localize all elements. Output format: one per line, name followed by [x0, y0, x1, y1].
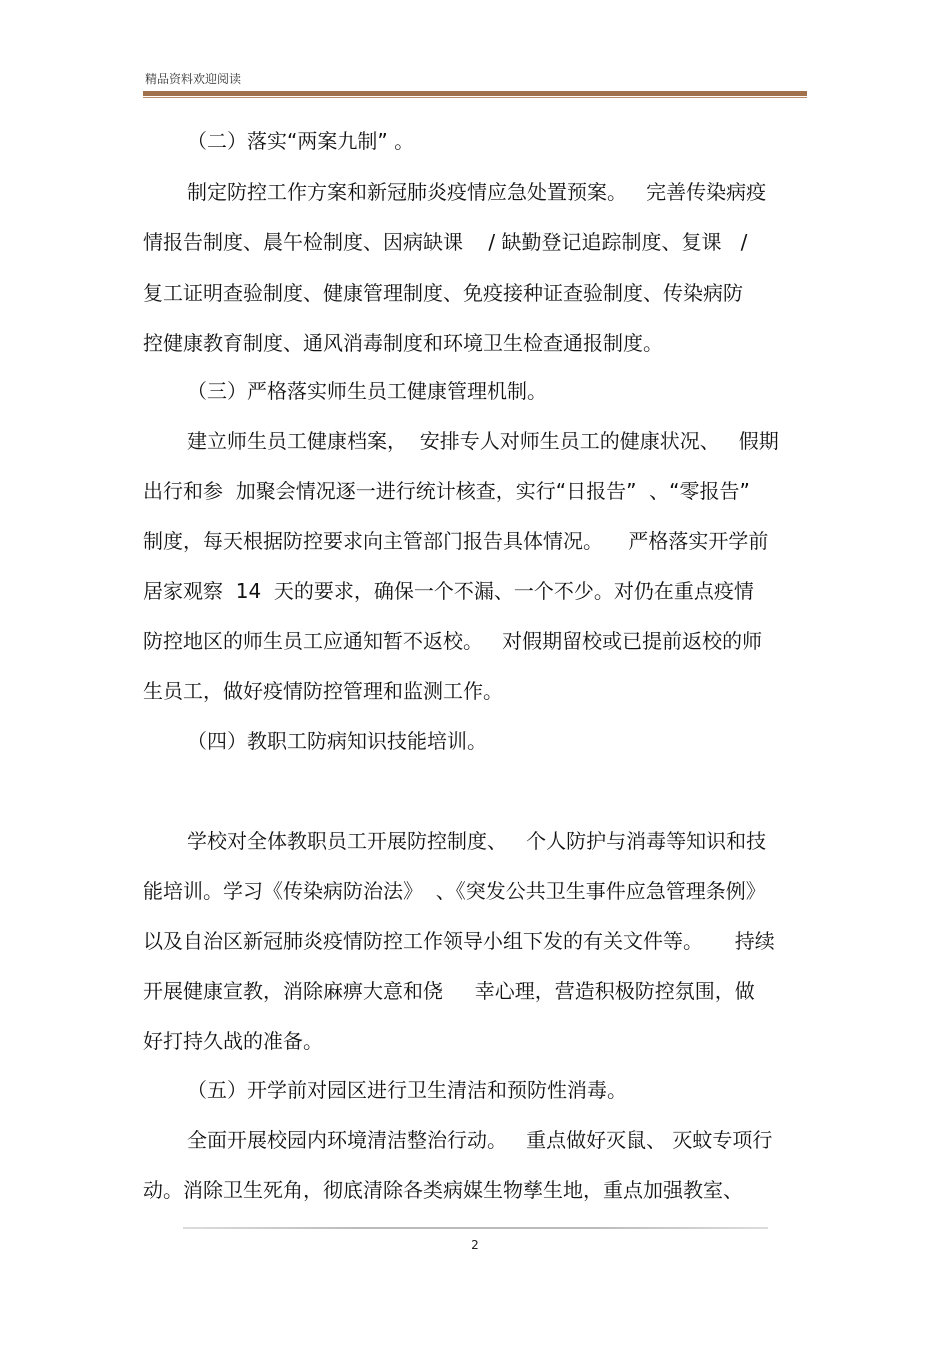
text-line: 防控地区的师生员工应通知暂不返校。 对假期留校或已提前返校的师 — [143, 629, 763, 653]
text-line: 生员工，做好疫情防控管理和监测工作。 — [143, 679, 503, 703]
text-line: 动。消除卫生死角，彻底清除各类病媒生物孳生地，重点加强教室、 — [143, 1178, 743, 1202]
text-line: 制定防控工作方案和新冠肺炎疫情应急处置预案。 完善传染病疫 — [187, 180, 767, 204]
text-line: （二）落实“两案九制” 。 — [187, 129, 415, 153]
header-rule-thin — [143, 97, 807, 98]
text-line: 居家观察 14 天的要求，确保一个不漏、一个不少。对仍在重点疫情 — [143, 579, 754, 603]
text-line: 建立师生员工健康档案， 安排专人对师生员工的健康状况、 假期 — [187, 429, 779, 453]
text-line: 以及自治区新冠肺炎疫情防控工作领导小组下发的有关文件等。 持续 — [143, 929, 775, 953]
text-line: 制度，每天根据防控要求向主管部门报告具体情况。 严格落实开学前 — [143, 529, 769, 553]
text-line: 好打持久战的准备。 — [143, 1029, 323, 1053]
page-header-label: 精品资料欢迎阅读 — [145, 72, 242, 86]
header-rule-thick — [143, 91, 807, 96]
text-line: （三）严格落实师生员工健康管理机制。 — [187, 379, 547, 403]
text-line: （四）教职工防病知识技能培训。 — [187, 729, 487, 753]
text-line: 出行和参 加聚会情况逐一进行统计核查，实行“日报告” 、“零报告” — [143, 479, 750, 503]
text-line: （五）开学前对园区进行卫生清洁和预防性消毒。 — [187, 1078, 627, 1102]
text-line: 能培训。学习《传染病防治法》 、《突发公共卫生事件应急管理条例》 — [143, 879, 766, 903]
text-line: 学校对全体教职员工开展防控制度、 个人防护与消毒等知识和技 — [187, 829, 767, 853]
text-line: 开展健康宣教，消除麻痹大意和侥 幸心理，营造积极防控氛围，做 — [143, 979, 755, 1003]
text-line: 情报告制度、晨午检制度、因病缺课 / 缺勤登记追踪制度、复课 / — [143, 230, 748, 254]
text-line: 复工证明查验制度、健康管理制度、免疫接种证查验制度、传染病防 — [143, 281, 743, 305]
footer-rule — [183, 1227, 768, 1229]
page-number: 2 — [471, 1238, 479, 1252]
text-line: 控健康教育制度、通风消毒制度和环境卫生检查通报制度。 — [143, 331, 663, 355]
text-line: 全面开展校园内环境清洁整治行动。 重点做好灭鼠、 灭蚊专项行 — [187, 1128, 773, 1152]
